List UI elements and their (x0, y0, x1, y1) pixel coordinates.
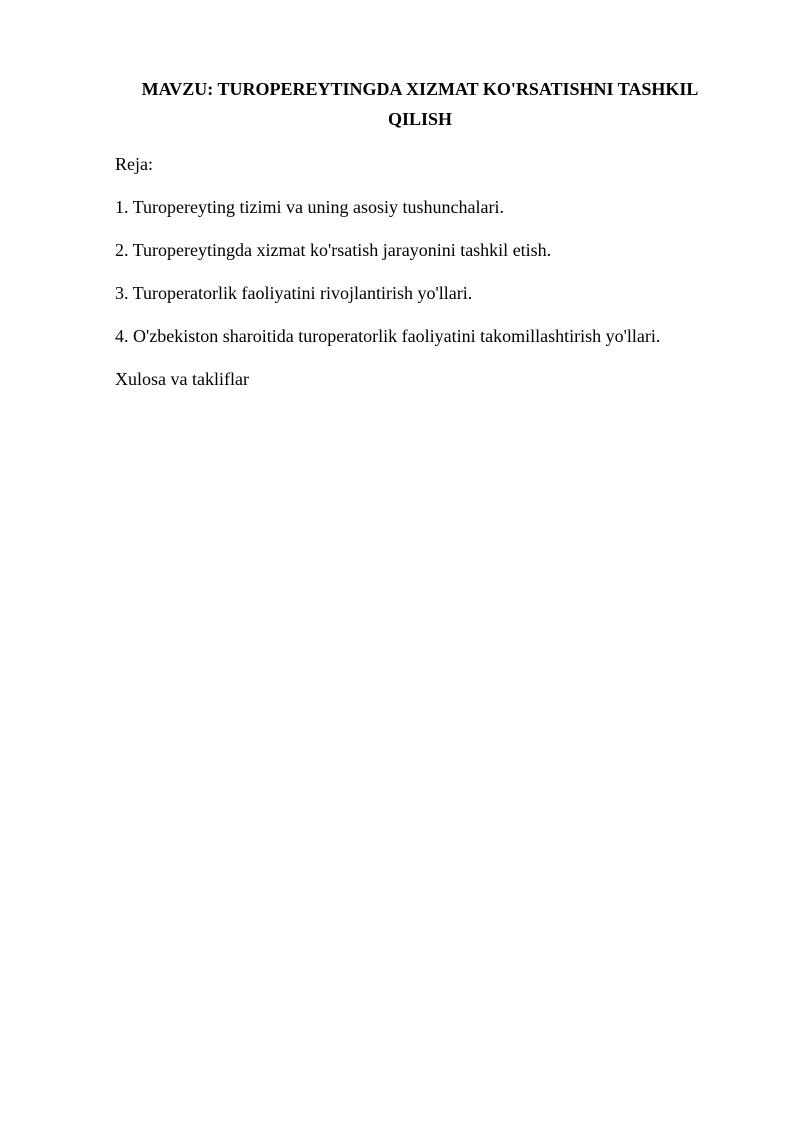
conclusion-line: Xulosa va takliflar (115, 369, 249, 389)
plan-item-1: 1. Turopereyting tizimi va uning asosiy tushunchalari. (115, 197, 504, 217)
document-title: MAVZU: TUROPEREYTINGDA XIZMAT KO'RSATISHNI TASHKIL QILISH (141, 79, 699, 129)
plan-item-3: 3. Turoperatorlik faoliyatini rivojlantirish yo'llari. (115, 283, 473, 303)
plan-item-4: 4. O'zbekiston sharoitida turoperatorlik faoliyatini takomillashtirish yo'llari. (115, 326, 661, 346)
plan-label: Reja: (115, 154, 153, 174)
plan-item-2: 2. Turopereytingda xizmat ko'rsatish jarayonini tashkil etish. (115, 240, 552, 260)
